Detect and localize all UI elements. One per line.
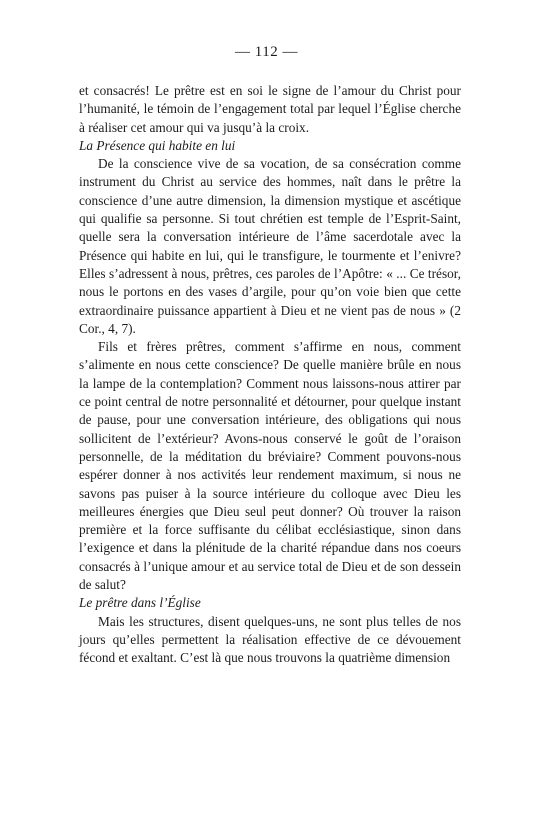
section2-paragraph-1: Mais les structures, disent quelques-uns, ne sont plus telles de nos jours qu’elles permettent la réalisation effective de ce dévouement fécond et exaltant. C’est là que nous trouvons la quatrième dimension bbox=[79, 613, 461, 666]
page-body bbox=[79, 82, 461, 668]
page-number: — 112 — bbox=[235, 44, 298, 60]
intro-paragraph: et consacrés! Le prêtre est en soi le signe de l’amour du Christ pour l’humanité, le témoin de l’engagement total par lequel l’Église cherche à réaliser cet amour qui va jusqu’à la croix. bbox=[79, 83, 461, 135]
section1-paragraph-1: De la conscience vive de sa vocation, de sa consécration comme instrument du Christ au service des hommes, naît dans le prêtre la conscience d’une autre dimension, la dimension mystique et ascétique qui qualifie sa personne. Si tout chrétien est temple de l’Esprit-Saint, quelle sera la conversation intérieure de l’âme sacerdotale avec la Présence qui habite en lui, qui le transfigure, le tourmente et l’enivre? Elles s’adressent à nous, prêtres, ces paroles de l’Apôtre: « ... Ce trésor, nous le portons en des vases d’argile, pour qu’on voie bien que cette extraordinaire puissance appartient à Dieu et ne vient pas de nous » (2 Cor., 4, 7). bbox=[79, 156, 461, 336]
section-heading-pretre-eglise: Le prêtre dans l’Église bbox=[79, 595, 201, 611]
section-heading-presence: La Présence qui habite en lui bbox=[79, 137, 236, 153]
section1-paragraph-2: Fils et frères prêtres, comment s’affirme en nous, comment s’alimente en nous cette conscience? De quelle manière brûle en nous la lampe de la contemplation? Comment nous laissons-nous attirer par ce point central de notre personnalité et détourner, pour quelque instant de pause, pour une conversation intérieure, des obligations qui nous sollicitent de l’extérieur? Avons-nous conservé le goût de l’oraison personnelle, de la méditation du bréviaire? Comment pouvons-nous espérer donner à nos activités leur rendement maximum, si nous ne savons pas puiser à la source intérieure du colloque avec Dieu les meilleures énergies que Dieu seul peut donner? Où trouver la raison première et la force suffisante du célibat ecclésiastique, sinon dans l’exigence et dans la plénitude de la charité répandue dans nos coeurs consacrés à l’unique amour et au service total de Dieu et de son dessein de salut? bbox=[79, 339, 461, 593]
